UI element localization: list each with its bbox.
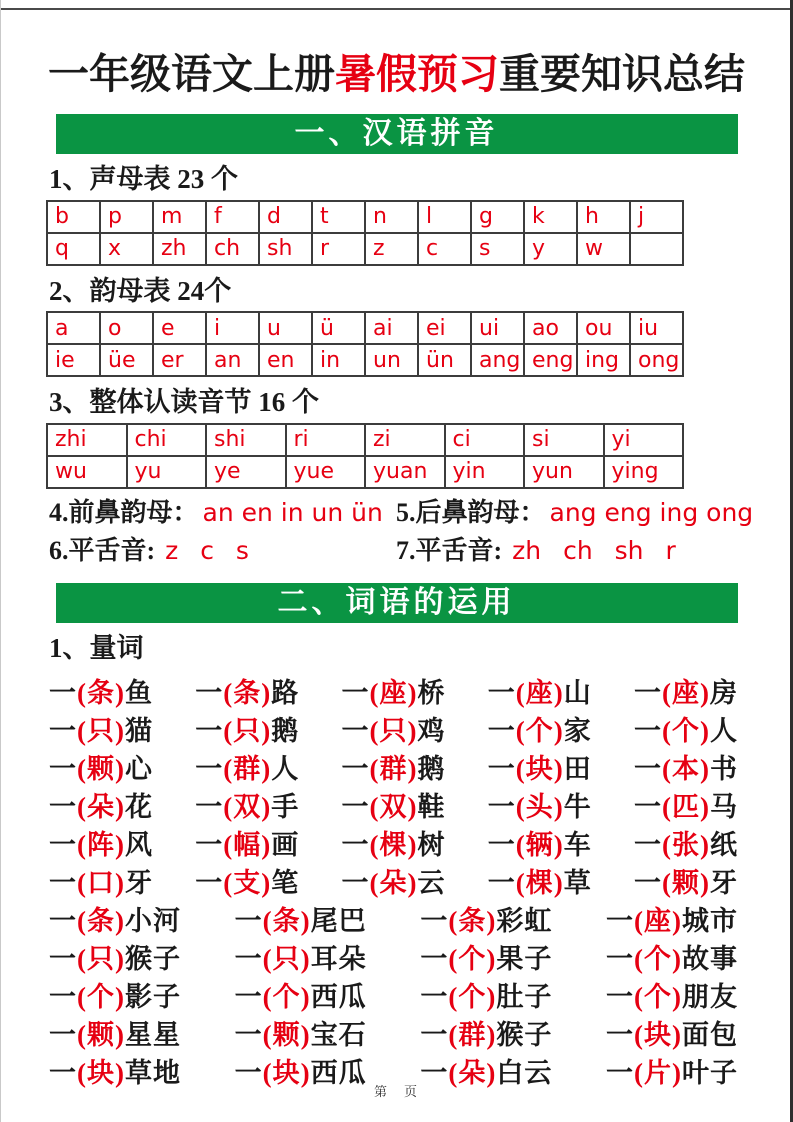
heading-initials: 1、声母表 23 个 xyxy=(49,164,238,195)
note-retroflex xyxy=(396,534,743,572)
pinyin-cell: ui xyxy=(471,312,524,344)
measure-word-item: 一(条)鱼 xyxy=(49,678,153,709)
pinyin-table-row xyxy=(47,424,683,456)
pinyin-table-row xyxy=(47,201,683,233)
measure-word-item: 一(双)鞋 xyxy=(341,792,446,823)
pinyin-cell: yin xyxy=(445,456,525,488)
measure-word-item: 一(座)桥 xyxy=(341,678,446,709)
pinyin-cell: ou xyxy=(577,312,630,344)
measure-word-item: 一(口)牙 xyxy=(49,868,153,899)
measure-word-item: 一(双)手 xyxy=(195,792,300,823)
pinyin-cell: j xyxy=(630,201,683,233)
measure-word-classifier: (个) xyxy=(515,716,564,747)
pinyin-cell: i xyxy=(206,312,259,344)
syllables-table xyxy=(46,423,684,489)
measure-word-row xyxy=(49,786,738,824)
pinyin-cell: ün xyxy=(418,344,471,376)
pinyin-cell: ch xyxy=(206,233,259,265)
measure-word-classifier: (匹) xyxy=(662,792,710,823)
pinyin-cell: b xyxy=(47,201,100,233)
pinyin-cell: sh xyxy=(259,233,312,265)
pinyin-cell: t xyxy=(312,201,365,233)
pinyin-cell: yi xyxy=(604,424,684,456)
pinyin-cell: un xyxy=(365,344,418,376)
pinyin-cell: e xyxy=(153,312,206,344)
measure-word-classifier: (群) xyxy=(448,1020,497,1051)
measure-word-item: 一(本)书 xyxy=(634,754,738,785)
pinyin-cell: ying xyxy=(604,456,684,488)
measure-word-classifier: (朵) xyxy=(77,792,125,823)
measure-word-classifier: (双) xyxy=(369,792,418,823)
pinyin-cell: g xyxy=(471,201,524,233)
measure-word-item: 一(朵)云 xyxy=(341,868,446,899)
pinyin-cell: y xyxy=(524,233,577,265)
measure-word-item: 一(辆)车 xyxy=(487,830,592,861)
pinyin-table-row xyxy=(47,312,683,344)
measure-word-item: 一(个)家 xyxy=(487,716,592,747)
pinyin-cell: l xyxy=(418,201,471,233)
pinyin-cell xyxy=(630,233,683,265)
measure-word-classifier: (头) xyxy=(515,792,564,823)
measure-word-item: 一(块)西瓜 xyxy=(234,1058,367,1089)
measure-word-classifier: (口) xyxy=(77,868,125,899)
measure-word-item: 一(颗)牙 xyxy=(634,868,738,899)
pinyin-cell: ü xyxy=(312,312,365,344)
measure-word-classifier: (座) xyxy=(634,906,682,937)
pinyin-cell: ang xyxy=(471,344,524,376)
measure-word-classifier: (只) xyxy=(223,716,272,747)
measure-word-item: 一(条)尾巴 xyxy=(234,906,367,937)
measure-word-item: 一(个)果子 xyxy=(420,944,553,975)
pinyin-cell: a xyxy=(47,312,100,344)
measure-word-item: 一(头)牛 xyxy=(487,792,592,823)
pinyin-cell: ye xyxy=(206,456,286,488)
measure-word-item: 一(棵)树 xyxy=(341,830,446,861)
note-flat-tongue xyxy=(49,534,396,572)
note-front-nasal-label: 4.前鼻韵母： xyxy=(49,497,199,527)
pinyin-cell: c xyxy=(418,233,471,265)
pinyin-cell: k xyxy=(524,201,577,233)
page-title-part3: 重要知识总结 xyxy=(499,51,745,97)
measure-word-row xyxy=(49,938,738,976)
page-border-top xyxy=(0,8,793,10)
pinyin-cell: yun xyxy=(524,456,604,488)
measure-word-item: 一(座)城市 xyxy=(606,906,738,937)
pinyin-cell: ie xyxy=(47,344,100,376)
measure-word-classifier: (条) xyxy=(77,906,125,937)
pinyin-cell: q xyxy=(47,233,100,265)
pinyin-cell: si xyxy=(524,424,604,456)
pinyin-cell: p xyxy=(100,201,153,233)
pinyin-cell: in xyxy=(312,344,365,376)
measure-word-classifier: (条) xyxy=(262,906,311,937)
measure-word-item: 一(朵)白云 xyxy=(420,1058,553,1089)
pinyin-cell: ci xyxy=(445,424,525,456)
measure-word-classifier: (只) xyxy=(77,944,125,975)
pinyin-cell: shi xyxy=(206,424,286,456)
measure-word-classifier: (块) xyxy=(515,754,564,785)
pinyin-cell: chi xyxy=(127,424,207,456)
measure-word-item: 一(个)影子 xyxy=(49,982,181,1013)
measure-word-item: 一(个)西瓜 xyxy=(234,982,367,1013)
measure-word-classifier: (棵) xyxy=(515,868,564,899)
measure-word-classifier: (群) xyxy=(223,754,272,785)
pinyin-cell: ao xyxy=(524,312,577,344)
pinyin-cell: r xyxy=(312,233,365,265)
pinyin-cell: h xyxy=(577,201,630,233)
measure-word-row xyxy=(49,976,738,1014)
page-title xyxy=(0,46,793,103)
syllables-table-body xyxy=(47,424,683,488)
measure-word-item: 一(只)鸡 xyxy=(341,716,446,747)
measure-word-classifier: (棵) xyxy=(369,830,418,861)
measure-word-item: 一(块)面包 xyxy=(606,1020,738,1051)
note-retroflex-label: 7.平舌音: xyxy=(396,535,503,565)
pinyin-cell: ong xyxy=(630,344,683,376)
pinyin-cell: ri xyxy=(286,424,366,456)
measure-word-classifier: (个) xyxy=(77,982,125,1013)
measure-word-item: 一(张)纸 xyxy=(634,830,738,861)
measure-word-classifier: (条) xyxy=(77,678,125,709)
measure-word-item: 一(片)叶子 xyxy=(606,1058,738,1089)
pinyin-cell: ai xyxy=(365,312,418,344)
measure-word-item: 一(幅)画 xyxy=(195,830,300,861)
pinyin-cell: yu xyxy=(127,456,207,488)
measure-word-item: 一(条)路 xyxy=(195,678,300,709)
pinyin-cell: üe xyxy=(100,344,153,376)
measure-word-row xyxy=(49,824,738,862)
page-number-label: 第 页 xyxy=(373,1084,419,1099)
measure-word-item: 一(颗)星星 xyxy=(49,1020,181,1051)
measure-word-classifier: (幅) xyxy=(223,830,272,861)
measure-word-classifier: (个) xyxy=(448,982,497,1013)
measure-word-classifier: (双) xyxy=(223,792,272,823)
measure-word-item: 一(个)故事 xyxy=(606,944,738,975)
measure-word-item: 一(颗)宝石 xyxy=(234,1020,367,1051)
pinyin-cell: an xyxy=(206,344,259,376)
page-title-highlight: 暑假预习 xyxy=(335,51,499,97)
pinyin-cell: z xyxy=(365,233,418,265)
measure-word-classifier: (只) xyxy=(262,944,311,975)
note-front-nasal-value: an en in un ün xyxy=(202,497,383,527)
measure-word-classifier: (座) xyxy=(662,678,710,709)
section-banner-words: 二、词语的运用 xyxy=(56,583,738,623)
measure-word-classifier: (块) xyxy=(77,1058,125,1089)
measure-word-row xyxy=(49,1014,738,1052)
measure-word-item: 一(块)草地 xyxy=(49,1058,181,1089)
measure-word-item: 一(群)人 xyxy=(195,754,300,785)
pinyin-cell: zi xyxy=(365,424,445,456)
initials-table xyxy=(46,200,684,266)
measure-word-classifier: (朵) xyxy=(448,1058,497,1089)
measure-word-row xyxy=(49,710,738,748)
measure-word-classifier: (个) xyxy=(448,944,497,975)
measure-word-row xyxy=(49,672,738,710)
measure-word-classifier: (条) xyxy=(223,678,272,709)
measure-word-classifier: (颗) xyxy=(77,1020,125,1051)
notes-row-1 xyxy=(49,496,754,534)
measure-word-item: 一(条)彩虹 xyxy=(420,906,553,937)
measure-word-classifier: (颗) xyxy=(262,1020,311,1051)
pinyin-notes xyxy=(49,496,754,572)
finals-table-body xyxy=(47,312,683,376)
measure-word-classifier: (颗) xyxy=(662,868,710,899)
pinyin-cell: yuan xyxy=(365,456,445,488)
pinyin-cell: o xyxy=(100,312,153,344)
measure-word-item: 一(只)猴子 xyxy=(49,944,181,975)
measure-word-classifier: (张) xyxy=(662,830,710,861)
note-back-nasal xyxy=(396,496,753,534)
measure-word-item: 一(座)房 xyxy=(634,678,738,709)
measure-word-item: 一(只)鹅 xyxy=(195,716,300,747)
pinyin-cell: x xyxy=(100,233,153,265)
measure-word-item: 一(个)人 xyxy=(634,716,738,747)
measure-word-item: 一(个)肚子 xyxy=(420,982,553,1013)
pinyin-table-row xyxy=(47,344,683,376)
measure-word-classifier: (群) xyxy=(369,754,418,785)
note-front-nasal xyxy=(49,496,396,534)
measure-word-classifier: (座) xyxy=(369,678,418,709)
heading-syllables: 3、整体认读音节 16 个 xyxy=(49,387,319,418)
pinyin-cell: m xyxy=(153,201,206,233)
measure-word-classifier: (块) xyxy=(262,1058,311,1089)
measure-word-grid xyxy=(49,672,738,1090)
measure-word-item: 一(颗)心 xyxy=(49,754,153,785)
measure-word-classifier: (条) xyxy=(448,906,497,937)
pinyin-cell: u xyxy=(259,312,312,344)
measure-word-classifier: (支) xyxy=(223,868,272,899)
measure-word-classifier: (块) xyxy=(634,1020,682,1051)
pinyin-cell: eng xyxy=(524,344,577,376)
pinyin-cell: yue xyxy=(286,456,366,488)
pinyin-cell: er xyxy=(153,344,206,376)
measure-word-classifier: (座) xyxy=(515,678,564,709)
measure-word-row xyxy=(49,862,738,900)
section-banner-pinyin: 一、汉语拼音 xyxy=(56,114,738,154)
pinyin-cell: d xyxy=(259,201,312,233)
heading-measure-words: 1、量词 xyxy=(49,632,144,663)
heading-finals: 2、韵母表 24个 xyxy=(49,275,232,306)
finals-table xyxy=(46,311,684,377)
measure-word-item: 一(群)猴子 xyxy=(420,1020,553,1051)
measure-word-classifier: (辆) xyxy=(515,830,564,861)
measure-word-item: 一(支)笔 xyxy=(195,868,300,899)
measure-word-classifier: (个) xyxy=(634,982,682,1013)
initials-table-body xyxy=(47,201,683,265)
pinyin-table-row xyxy=(47,233,683,265)
measure-word-classifier: (个) xyxy=(262,982,311,1013)
measure-word-item: 一(只)猫 xyxy=(49,716,153,747)
measure-word-classifier: (片) xyxy=(634,1058,682,1089)
pinyin-cell: zh xyxy=(153,233,206,265)
pinyin-cell: n xyxy=(365,201,418,233)
measure-word-item: 一(个)朋友 xyxy=(606,982,738,1013)
pinyin-cell: s xyxy=(471,233,524,265)
measure-word-classifier: (个) xyxy=(662,716,710,747)
measure-word-classifier: (阵) xyxy=(77,830,125,861)
pinyin-cell: en xyxy=(259,344,312,376)
measure-word-item: 一(只)耳朵 xyxy=(234,944,367,975)
measure-word-item: 一(朵)花 xyxy=(49,792,153,823)
page-title-part1: 一年级语文上册 xyxy=(48,51,335,97)
measure-word-classifier: (本) xyxy=(662,754,710,785)
measure-word-item: 一(条)小河 xyxy=(49,906,181,937)
pinyin-cell: iu xyxy=(630,312,683,344)
note-retroflex-value: zh ch sh r xyxy=(512,535,676,565)
note-back-nasal-label: 5.后鼻韵母： xyxy=(396,497,546,527)
measure-word-classifier: (只) xyxy=(77,716,125,747)
pinyin-cell: ing xyxy=(577,344,630,376)
pinyin-cell: wu xyxy=(47,456,127,488)
note-back-nasal-value: ang eng ing ong xyxy=(549,497,754,527)
pinyin-cell: ei xyxy=(418,312,471,344)
measure-word-item: 一(块)田 xyxy=(487,754,592,785)
measure-word-item: 一(群)鹅 xyxy=(341,754,446,785)
page-border-left xyxy=(0,0,1,1122)
measure-word-classifier: (朵) xyxy=(369,868,418,899)
measure-word-row xyxy=(49,900,738,938)
measure-word-item: 一(匹)马 xyxy=(634,792,738,823)
note-flat-tongue-label: 6.平舌音: xyxy=(49,535,156,565)
measure-word-item: 一(座)山 xyxy=(487,678,592,709)
measure-word-classifier: (颗) xyxy=(77,754,125,785)
measure-word-classifier: (只) xyxy=(369,716,418,747)
measure-word-classifier: (个) xyxy=(634,944,682,975)
pinyin-cell: f xyxy=(206,201,259,233)
pinyin-cell: w xyxy=(577,233,630,265)
pinyin-table-row xyxy=(47,456,683,488)
note-flat-tongue-value: z c s xyxy=(165,535,249,565)
pinyin-cell: zhi xyxy=(47,424,127,456)
measure-word-item: 一(阵)风 xyxy=(49,830,153,861)
measure-word-row xyxy=(49,748,738,786)
notes-row-2 xyxy=(49,534,743,572)
measure-word-item: 一(棵)草 xyxy=(487,868,592,899)
